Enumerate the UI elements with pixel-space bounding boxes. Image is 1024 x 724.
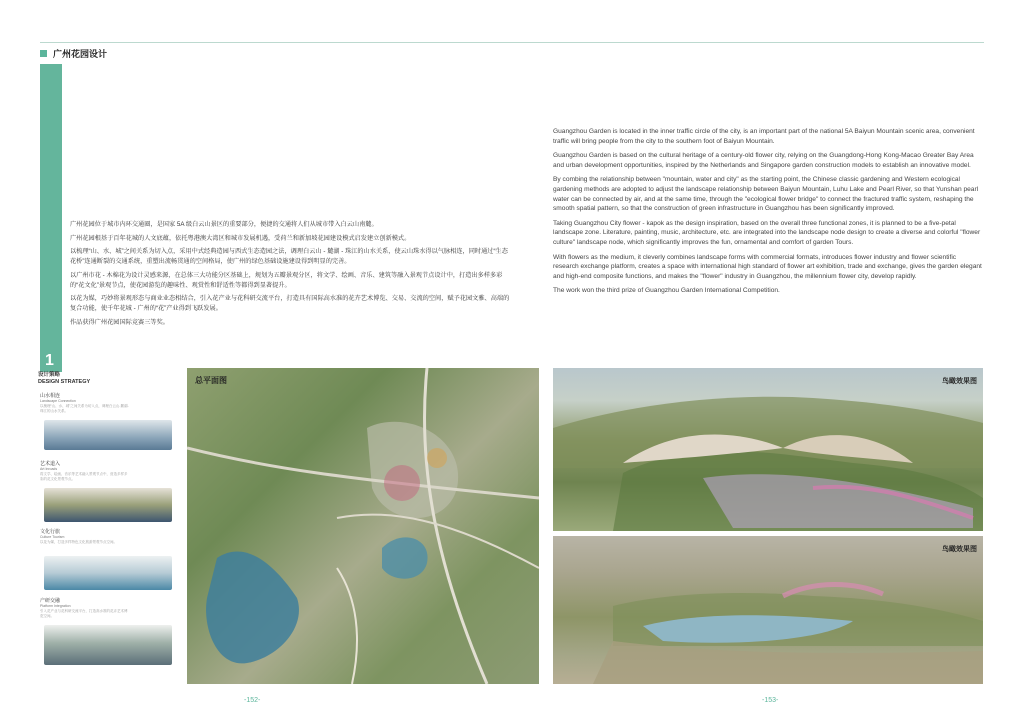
strategy-item-title: 产研交融 [40, 598, 61, 604]
strategy-title-cn: 设计策略 [38, 372, 61, 378]
strategy-item-description: 引入花产业与花科研交流平台，打造高水准的花卉艺术博览空间。 [40, 609, 128, 618]
strategy-illustration-art [44, 488, 172, 522]
cn-paragraph: 广州花园位于城市内环交通圈，是国家 5A 级白云山景区的重要部分，便捷的交通将人们从城市带入白云山南麓。 [70, 221, 378, 228]
strategy-title-en: DESIGN STRATEGY [38, 379, 91, 385]
en-paragraph: Guangzhou Garden is based on the cultural heritage of a century-old flower city, relying on the Guangdong-Hong Kong-Macao Greater Bay Area and urban development opportunities, inspired by the Netherlands and Singapore garden construction models to establish an innovative model. [553, 152, 974, 169]
render2-label: 鸟瞰效果图 [942, 546, 977, 553]
chinese-description [70, 220, 510, 331]
section-title: 广州花园设计 [53, 49, 108, 59]
section-side-bar [40, 64, 62, 372]
strategy-item [40, 598, 180, 618]
strategy-illustration-culture [44, 556, 172, 590]
strategy-item-description: 将文学、绘画、音乐等艺术融入景观节点中，营造多样多彩的花文化景观节点。 [40, 472, 128, 481]
cn-paragraph: 以梳理“山、水、城”之间关系为切入点，采用中式经典造园与西式生态造园之法，调理白云山 - 麓湖 - 珠江的山水关系，使云山珠水得以气脉相连，同时通过“生态花桥”连通断裂的交通系统，重塑出流畅贯通的空间格局，使广州的绿色基础设施建设得到明显的完善。 [70, 248, 508, 265]
strategy-item [40, 529, 180, 545]
english-description [553, 127, 983, 301]
strategy-item-title: 山水相连 [40, 393, 61, 399]
header-divider [40, 42, 984, 43]
cn-paragraph: 作品获得广州花园国际竞赛三等奖。 [70, 318, 169, 326]
aerial-render-1 [553, 368, 983, 531]
cn-paragraph: 以广州市花 - 木棉花为设计灵感来源，在总体三大功能分区基础上，规划为五瓣景观分区，将文学、绘画、音乐、建筑等融入景观节点设计中，打造出多样多彩的“花文化”景观节点，使花园游览的趣味性、观赏性和舒适性等都得到显著提升。 [70, 271, 503, 289]
master-plan-drawing [187, 368, 539, 684]
en-paragraph: Guangzhou Garden is located in the inner traffic circle of the city, is an important part of the national 5A Baiyun Mountain scenic area, convenient traffic will bring people from the city to the southern foot of Baiyun Mountain. [553, 128, 975, 145]
title-marker [40, 50, 47, 57]
strategy-item-title: 文化行旅 [40, 529, 61, 535]
strategy-item-subtitle: Landscape Connection [40, 399, 76, 403]
page-number-left: -152- [244, 697, 261, 704]
strategy-item-title: 艺术道入 [40, 461, 61, 467]
en-paragraph: Taking Guangzhou City flower - kapok as the design inspiration, based on the overall three functional zones, it is planned to be a five-petal landscape zone. Literature, painting, music, architecture, etc. are integrated into the landscape node design to create a diverse and colorful "flower culture" landscape node, which significantly improves the fun, ornamental and comfort of garden Tours. [553, 219, 981, 246]
section-header [40, 47, 107, 60]
en-paragraph: The work won the third prize of Guangzhou Garden International Competition. [553, 287, 780, 295]
aerial-render-1-drawing [553, 368, 983, 531]
render1-label: 鸟瞰效果图 [942, 378, 977, 385]
aerial-render-2-drawing [553, 536, 983, 684]
cn-paragraph: 以花为媒，巧妙将景观形态与商业业态相结合，引入花产业与花科研交流平台，打造具有国际高水准的花卉艺术博览、交易、交流的空间，赋予花园文雅、高端的复合功能，使千年花城 - 广州的“花”产业得到飞跃发展。 [70, 295, 510, 312]
page-number-right: -153- [762, 697, 779, 704]
aerial-render-2 [553, 536, 983, 684]
strategy-item-subtitle: Art Inroads [40, 467, 58, 471]
strategy-item [40, 393, 180, 413]
plan-label: 总平面图 [195, 376, 227, 385]
strategy-item-subtitle: Platform Integration [40, 604, 71, 608]
cn-paragraph: 广州花园根基于百年花城的人文底蕴，依托粤港澳大湾区和城市发展机遇，受荷兰和新加坡花园建设模式启发建立创新模式。 [70, 234, 411, 242]
en-paragraph: With flowers as the medium, it cleverly combines landscape forms with commercial formats, introduces flower industry and flower scientific research exchange platform, creates a space with international high standard of flower art exhibition, trade and exchange, gives the garden elegant and high-end composite functions, and makes the "flower" industry in Guangzhou, the millennium flower city, develop rapidly. [553, 253, 982, 280]
strategy-item [40, 461, 180, 481]
section-number: 1 [45, 352, 54, 369]
en-paragraph: By combing the relationship between "mountain, water and city" as the starting point, the Chinese classic gardening and Western ecological gardening methods are adopted to adjust the landscape relationship between Baiyun Mountain, Luhu Lake and Pearl River, so that Yunshan pearl water can be connected by air, and at the same time, through the "ecological flower bridge" to connect the fractured traffic system, reshaping the smooth spatial pattern, so that the construction of green infrastructure in Guangzhou has been significantly improved. [553, 176, 979, 213]
strategy-item-subtitle: Culture Tourism [40, 535, 65, 539]
strategy-illustration-mountains [44, 420, 172, 450]
design-strategy-title [38, 372, 90, 386]
strategy-item-description: 以梳理“山、水、城”之间关系为切入点，调理白云山-麓湖-珠江的山水关系。 [40, 404, 129, 413]
strategy-illustration-platform [44, 625, 172, 665]
master-plan-image [187, 368, 539, 684]
strategy-item-description: 以花为媒，打造多样特色文化旅游景观节点空间。 [40, 540, 117, 544]
